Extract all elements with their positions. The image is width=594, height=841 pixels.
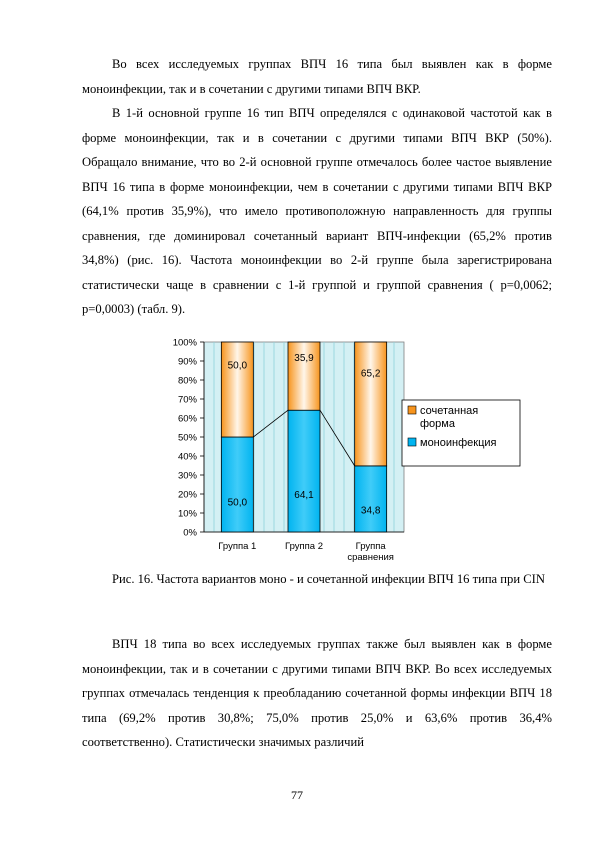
data-label: 50,0 <box>227 360 248 372</box>
y-tick-label: 70% <box>177 394 197 406</box>
data-label: 64,1 <box>294 489 314 501</box>
y-tick-label: 50% <box>177 432 197 444</box>
data-label: 50,0 <box>227 497 248 509</box>
page-number: 77 <box>291 788 303 802</box>
y-tick-label: 30% <box>177 470 197 482</box>
bar-mono-2 <box>288 410 320 532</box>
legend-label: моноинфекция <box>420 437 497 449</box>
bar-mono-1 <box>221 437 253 532</box>
chart-svg <box>150 330 530 570</box>
x-tick-label: Группа 2 <box>284 541 324 552</box>
data-label: 34,8 <box>360 505 381 517</box>
paragraph-hpv18: ВПЧ 18 типа во всех исследуемых группах также был выявлен как в форме моноинфекции, так и в сочетании с другими типами ВПЧ ВКР. Во всех исследуемых группах отмечалась тенденция к преобладанию сочетанной формы инфекции ВПЧ 18 типа (69,2% против 30,8%; 75,0% против 25,0% и 63,6% против 36,4% соответственно). Статистически значимых различий <box>82 637 552 749</box>
y-tick-label: 20% <box>177 489 197 501</box>
x-tick-label: Группа <box>355 541 386 552</box>
y-tick-label: 100% <box>172 337 197 349</box>
y-tick-label: 90% <box>177 356 197 368</box>
y-tick-label: 80% <box>177 375 197 387</box>
bar-combined-1 <box>221 342 253 437</box>
x-tick-label: Группа 1 <box>218 541 257 552</box>
paragraph-group-results: В 1-й основной группе 16 тип ВПЧ определялся с одинаковой частотой как в форме моноинфекции, так и в сочетании с другими типами ВПЧ ВКР (50%). Обращало внимание, что во 2-й основной группе отмечалось более частое выявление ВПЧ 16 типа в форме моноинфекции, чем в сочетании с другими типами ВПЧ ВКР (64,1% против 35,9%), что имело противоположную направленность для группы сравнения, где доминировал сочетанный вариант ВПЧ-инфекции (65,2% против 34,8%) (рис. 16). Частота моноинфекции во 2-й группе была зарегистрирована статистически чаще в сравнении с 1-й группой и группой сравнения ( p=0,0062; p=0,0003) (табл. 9). <box>82 106 552 316</box>
legend-swatch-combined <box>408 406 416 414</box>
bar-mono-3 <box>355 466 387 532</box>
y-tick-label: 10% <box>177 508 197 520</box>
bar-combined-3 <box>355 342 387 466</box>
y-tick-label: 40% <box>177 451 197 463</box>
data-label: 65,2 <box>360 368 381 380</box>
figure-caption: Рис. 16. Частота вариантов моно - и сочетанной инфекции ВПЧ 16 типа при CIN <box>112 572 545 586</box>
x-tick-label: сравнения <box>347 552 394 563</box>
y-tick-label: 60% <box>177 413 197 425</box>
legend-label: сочетанная <box>420 405 479 417</box>
y-tick-label: 0% <box>183 527 197 539</box>
legend-swatch-mono <box>408 438 416 446</box>
paragraph-intro: Во всех исследуемых группах ВПЧ 16 типа был выявлен как в форме моноинфекции, так и в сочетании с другими типами ВПЧ ВКР. <box>82 57 552 96</box>
data-label: 35,9 <box>294 353 314 365</box>
legend-label: форма <box>420 418 455 430</box>
stacked-bar-chart <box>150 330 530 570</box>
